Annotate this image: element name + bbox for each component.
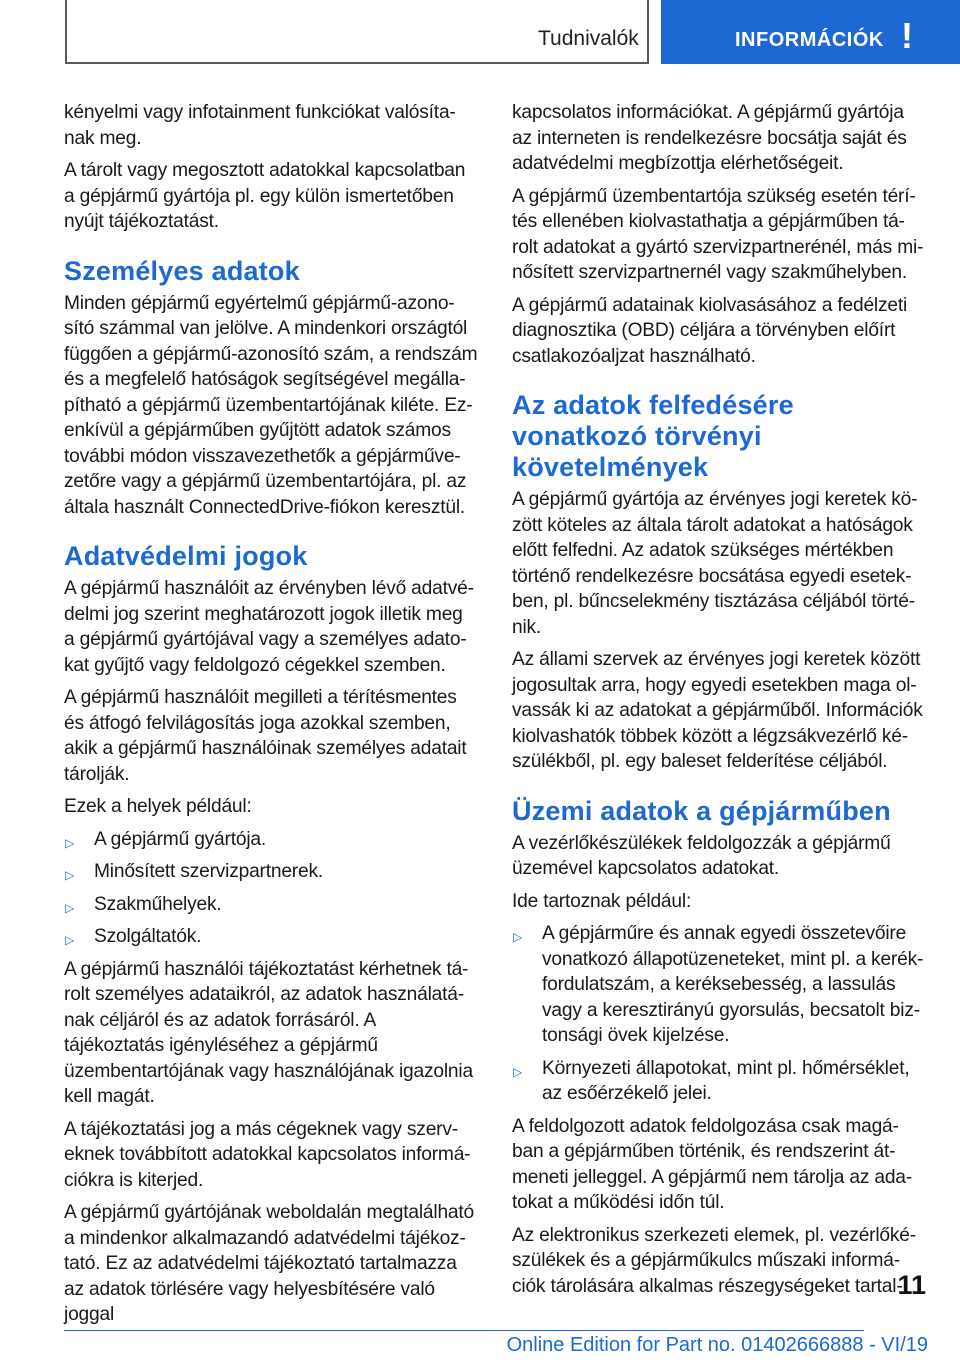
paragraph: Ide tartoznak például: — [512, 890, 692, 912]
list-item-text: Szakműhelyek. — [94, 893, 222, 915]
paragraph: A feldolgozott adatok feldolgozása csak magá- ban a gépjárműben történik, és rendszerint át- meneti jelleggel. A gépjármű nem tárolja az ada- tokat a működési időn túl. — [512, 1115, 912, 1213]
bullet-triangle-icon: ▷ — [513, 930, 523, 944]
footer-edition: Online Edition for Part no. 01402666888 - VI/19 — [506, 1334, 928, 1356]
paragraph: A tájékoztatási jog a más cégeknek vagy szerv- eknek továbbított adatokkal kapcsolatos informá- ciókra is kiterjed. — [64, 1118, 471, 1191]
paragraph: kapcsolatos információkat. A gépjármű gyártója az interneten is rendelkezésre bocsátja saját és adatvédelmi megbízottja elérhetőségeit. — [512, 102, 907, 174]
bullet-triangle-icon: ▷ — [65, 835, 75, 850]
bullet-triangle-icon: ▷ — [65, 900, 75, 915]
paragraph: A gépjármű gyártója az érvényes jogi keretek kö- zött köteles az általa tárolt adatokat a hatóságok előtt felfedni. Az adatok szükséges mértékben történő rendelkezésre bocsátása egyedi esetek- ben, pl. bűncselekmény tisztázása céljából törté- nik. — [512, 489, 918, 638]
paragraph: A gépjármű használói tájékoztatást kérhetnek tá- rolt személyes adataikról, az adatok használatá- nak céljáról és az adatok forrásáról. A tájékoztatás igényléséhez a gépjármű üzembentartójának vagy használójának igazolnia kell magát. — [64, 958, 473, 1107]
list-item — [64, 827, 478, 853]
paragraph: Az elektronikus szerkezeti elemek, pl. vezérlőké- szülékek és a gépjárműkulcs műszaki informá- ciók tárolására alkalmas részegységeket tartal- — [512, 1224, 916, 1297]
section-heading: Az adatok felfedésére vonatkozó törvényi követelmények — [512, 390, 794, 482]
right-column — [512, 100, 926, 1306]
list-item-text: Szolgáltatók. — [94, 926, 202, 947]
footer-divider — [64, 1330, 864, 1331]
list-item — [64, 924, 478, 950]
list-item — [64, 892, 478, 918]
paragraph: kényelmi vagy infotainment funkciókat valósíta- nak meg. — [64, 102, 456, 149]
bullet-triangle-icon: ▷ — [65, 868, 75, 882]
section-heading: Üzemi adatok a gépjárműben — [512, 795, 891, 826]
list-item-text: Környezeti állapotokat, mint pl. hőmérséklet, az esőérzékelő jelei. — [542, 1057, 910, 1104]
list-item-text: A gépjárműre és annak egyedi összetevőire vonatkozó állapotüzeneteket, mint pl. a kerék- fordulatszám, a keréksebesség, a lassulás vagy a keresztirányú gyorsulás, becsatolt biz- tonsági övek kijelzése. — [542, 923, 924, 1046]
section-heading: Adatvédelmi jogok — [64, 541, 308, 571]
bullet-triangle-icon: ▷ — [513, 1064, 523, 1079]
exclamation-icon: ! — [901, 15, 913, 56]
paragraph: Ezek a helyek például: — [64, 796, 252, 817]
list-item — [512, 921, 926, 1049]
list-item — [64, 859, 478, 885]
bullet-triangle-icon: ▷ — [65, 933, 75, 947]
paragraph: A gépjármű használóit az érvényben lévő adatvé- delmi jog szerint meghatározott jogok illetik meg a gépjármű gyártójával vagy a személyes adato- kat gyűjtő vagy feldolgozó cégekkel szemben. — [64, 578, 474, 676]
paragraph: A gépjármű üzembentartója szükség esetén térí- tés ellenében kiolvastathatja a gépjárműben tá- rolt adatokat a gyártó szervizpartnerénél, más mi- nősített szervizpartnernél vagy szakműhelyben. — [512, 185, 924, 283]
chapter-tab-label: INFORMÁCIÓK — [735, 29, 884, 51]
paragraph: A tárolt vagy megosztott adatokkal kapcsolatban a gépjármű gyártója pl. egy külön ismertetőben nyújt tájékoztatást. — [64, 160, 466, 232]
list-item — [512, 1056, 926, 1107]
section-heading: Személyes adatok — [64, 255, 300, 286]
section-title: Tudnivalók — [538, 27, 639, 50]
paragraph: A gépjármű használóit megilleti a térítésmentes és átfogó felvilágosítás joga azokkal szemben, akik a gépjármű használóinak személyes adatait tárolják. — [64, 687, 467, 785]
left-column — [64, 100, 478, 1335]
paragraph: A vezérlőkészülékek feldolgozzák a gépjármű üzemével kapcsolatos adatokat. — [512, 832, 891, 879]
list-item-text: Minősített szervizpartnerek. — [94, 861, 323, 882]
chapter-tab — [661, 0, 960, 64]
paragraph: Az állami szervek az érvényes jogi keretek között jogosultak arra, hogy egyedi esetekben maga ol- vassák ki az adatokat a gépjárműből. Információk kiolvashatók többek között a légzsákvezérlő ké- szülékből, pl. egy baleset felderítése céljából. — [512, 649, 923, 772]
list-item-text: A gépjármű gyártója. — [94, 828, 266, 850]
page-number: 11 — [897, 1270, 926, 1300]
paragraph: A gépjármű adatainak kiolvasásához a fedélzeti diagnosztika (OBD) céljára a törvényben előírt csatlakozóaljzat használható. — [512, 294, 908, 367]
paragraph: Minden gépjármű egyértelmű gépjármű-azono- sító számmal van jelölve. A mindenkori országtól függően a gépjármű-azonosító szám, a rendszám és a megfelelő hatóságok segítségével megálla- pítható a gépjármű üzembentartójának kiléte. Ez- enkívül a gépjárműben gyűjtött adatok számos további módon visszavezethetők a gépjárműve- zetőre vagy a gépjármű üzembentartójára, pl. az általa használt ConnectedDrive-fiókon keresztül. — [64, 292, 478, 518]
paragraph: A gépjármű gyártójának weboldalán megtalálható a mindenkor alkalmazandó adatvédelmi tájékoz- tató. Ez az adatvédelmi tájékoztató tartalmazza az adatok törlésére vagy helyesbítésére való joggal — [64, 1202, 475, 1325]
